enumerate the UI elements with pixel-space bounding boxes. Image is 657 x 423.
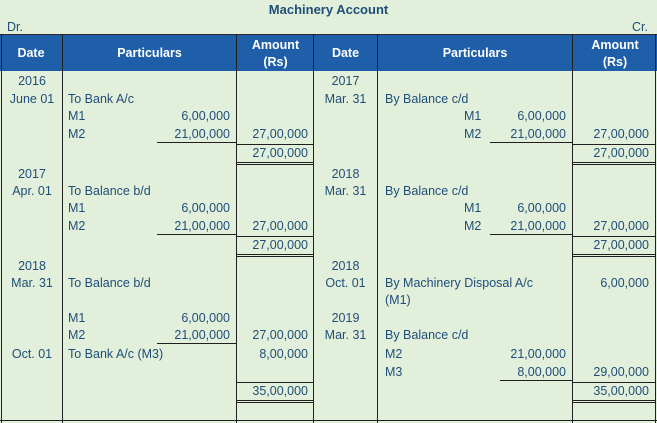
cr-subtotal-c: 29,00,000 xyxy=(593,365,649,379)
dr-total-b: 27,00,000 xyxy=(252,238,308,252)
dr-date-oct01: Oct. 01 xyxy=(11,347,53,361)
cr-m1-label-a: M1 xyxy=(464,109,482,123)
dr-m2-label: M2 xyxy=(68,127,86,141)
cr-m1-amount-a: 6,00,000 xyxy=(517,109,566,123)
cr-disposal-amount: 6,00,000 xyxy=(600,276,649,290)
dr-to-balance-bd-c: To Balance b/d xyxy=(68,276,151,290)
dr-to-bank: To Bank A/c xyxy=(68,92,135,106)
header-date-dr: Date xyxy=(17,46,45,60)
cr-label: Cr. xyxy=(632,20,648,34)
cr-by-balance-cd-a: By Balance c/d xyxy=(385,92,469,106)
dr-total-bottom-c2 xyxy=(236,402,314,403)
dr-m1-amount: 6,00,000 xyxy=(181,109,230,123)
dr-total-c: 35,00,000 xyxy=(252,384,308,398)
header-amount-dr: Amount xyxy=(251,38,300,52)
dr-total-bottom-b2 xyxy=(236,256,314,257)
cr-m3-label-c: M3 xyxy=(385,365,403,379)
dr-subline-b xyxy=(157,234,236,235)
dr-subtotal-a: 27,00,000 xyxy=(252,127,308,141)
cr-by-disposal-m1: (M1) xyxy=(385,293,411,307)
cr-by-balance-cd-c: By Balance c/d xyxy=(385,328,469,342)
dr-date-mar31: Mar. 31 xyxy=(11,276,53,290)
cr-total-c: 35,00,000 xyxy=(593,384,649,398)
divider-date-cr xyxy=(377,34,378,423)
dr-year-2018: 2018 xyxy=(18,259,46,273)
header-particulars-dr: Particulars xyxy=(117,46,182,60)
dr-subline-c xyxy=(157,343,236,344)
dr-to-balance-bd-b: To Balance b/d xyxy=(68,184,151,198)
dr-subtotal-b: 27,00,000 xyxy=(252,219,308,233)
cr-total-b: 27,00,000 xyxy=(593,238,649,252)
cr-total-bottom-b2 xyxy=(572,256,656,257)
cr-total-bottom-c1 xyxy=(572,400,656,401)
cr-date-mar31-a: Mar. 31 xyxy=(324,92,367,106)
dr-subtotal-c: 27,00,000 xyxy=(252,328,308,342)
cr-year-2019: 2019 xyxy=(331,311,360,325)
cr-year-2018: 2018 xyxy=(331,167,360,181)
cr-m2-label-b: M2 xyxy=(464,219,482,233)
dr-total-a: 27,00,000 xyxy=(252,146,308,160)
cr-subtotal-a: 27,00,000 xyxy=(593,127,649,141)
cr-total-a: 27,00,000 xyxy=(593,146,649,160)
header-amount-unit-cr: (Rs) xyxy=(602,55,628,69)
account-title: Machinery Account xyxy=(268,2,389,17)
dr-date-apr01: Apr. 01 xyxy=(12,184,52,198)
dr-total-bottom-a1 xyxy=(236,162,314,163)
dr-m2-label-b: M2 xyxy=(68,219,86,233)
cr-subline-c xyxy=(500,380,572,381)
dr-total-bottom-a2 xyxy=(236,164,314,165)
cr-subline-b xyxy=(490,234,572,235)
cr-date-oct01: Oct. 01 xyxy=(325,276,366,290)
header-top-border xyxy=(0,34,657,35)
dr-m1-amount-b: 6,00,000 xyxy=(181,201,230,215)
cr-m2-amount-b: 21,00,000 xyxy=(510,219,566,233)
cr-by-disposal: By Machinery Disposal A/c xyxy=(385,276,533,290)
dr-m2-label-c: M2 xyxy=(68,328,86,342)
header-amount-unit-dr: (Rs) xyxy=(263,55,288,69)
cr-m1-amount-b: 6,00,000 xyxy=(517,201,566,215)
cr-date-mar31-b: Mar. 31 xyxy=(324,184,367,198)
cr-total-bottom-b1 xyxy=(572,254,656,255)
cr-by-balance-cd-b: By Balance c/d xyxy=(385,184,469,198)
cr-total-bottom-a2 xyxy=(572,164,656,165)
dr-total-bottom-c1 xyxy=(236,400,314,401)
cr-date-mar31-c: Mar. 31 xyxy=(324,328,367,342)
dr-label: Dr. xyxy=(7,20,23,34)
dr-m1-amount-c: 6,00,000 xyxy=(181,311,230,325)
divider-date-dr xyxy=(62,34,63,423)
dr-m2-amount: 21,00,000 xyxy=(174,127,230,141)
dr-m1-label-b: M1 xyxy=(68,201,86,215)
border-bottom xyxy=(0,420,657,421)
dr-m2-amount-c: 21,00,000 xyxy=(174,328,230,342)
cr-m2-label-a: M2 xyxy=(464,127,482,141)
cr-m2-amount-a: 21,00,000 xyxy=(510,127,566,141)
cr-total-bottom-c2 xyxy=(572,402,656,403)
cr-subline-a xyxy=(490,142,572,143)
dr-m1-label: M1 xyxy=(68,109,86,123)
dr-m2-amount-b: 21,00,000 xyxy=(174,219,230,233)
cr-m2-amount-c: 21,00,000 xyxy=(510,347,566,361)
dr-m1-label-c: M1 xyxy=(68,311,86,325)
dr-year-2017: 2017 xyxy=(18,167,46,181)
cr-year-2018-b: 2018 xyxy=(331,259,360,273)
dr-year-2016: 2016 xyxy=(18,74,46,88)
dr-total-bottom-b1 xyxy=(236,254,314,255)
cr-year-2017: 2017 xyxy=(331,74,360,88)
dr-m3-amount: 8,00,000 xyxy=(259,347,308,361)
header-particulars-cr: Particulars xyxy=(442,46,508,60)
dr-to-bank-m3: To Bank A/c (M3) xyxy=(68,347,164,361)
cr-m2-label-c: M2 xyxy=(385,347,403,361)
cr-m1-label-b: M1 xyxy=(464,201,482,215)
table-header xyxy=(0,35,657,71)
dr-subline-a xyxy=(157,142,236,143)
cr-subtotal-b: 27,00,000 xyxy=(593,219,649,233)
cr-total-bottom-a1 xyxy=(572,162,656,163)
cr-m3-amount-c: 8,00,000 xyxy=(517,365,566,379)
header-date-cr: Date xyxy=(331,46,360,60)
header-amount-cr: Amount xyxy=(591,38,639,52)
dr-date-jun01: June 01 xyxy=(9,92,55,106)
border-right xyxy=(655,34,656,423)
